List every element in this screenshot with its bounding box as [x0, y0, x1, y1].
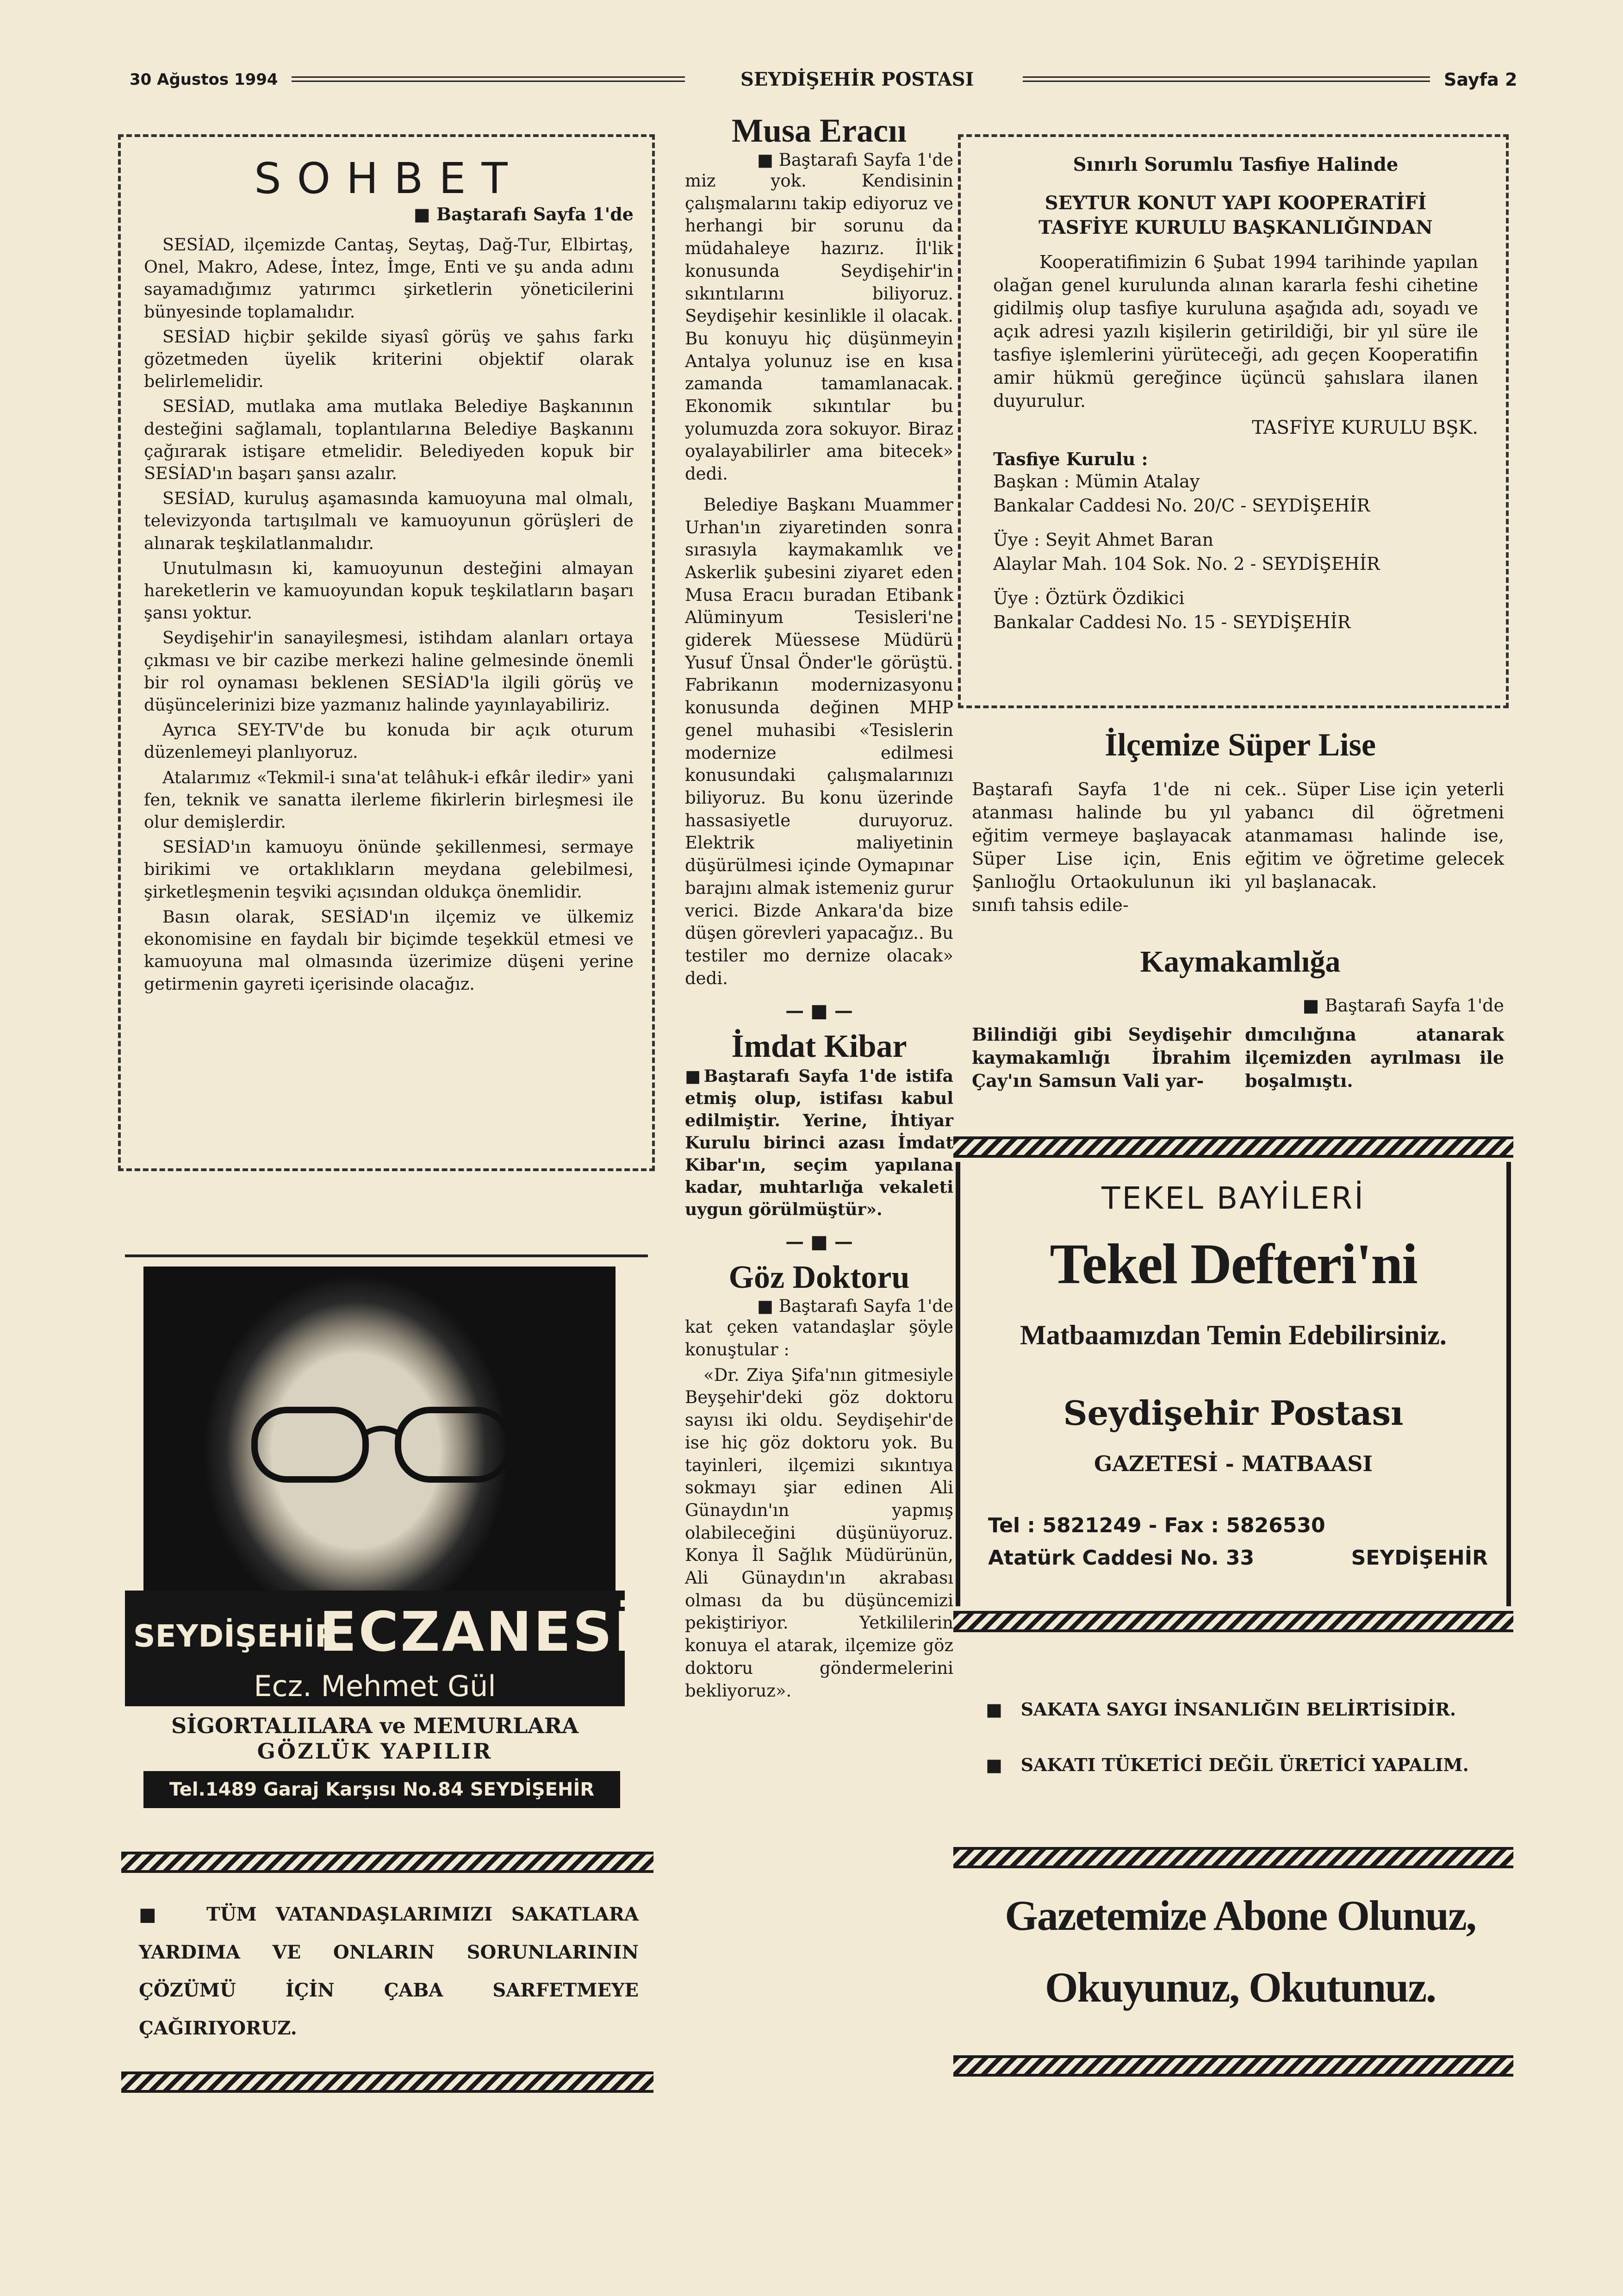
tekel-address: Atatürk Caddesi No. 33: [988, 1546, 1255, 1570]
tasfiye-top: Sınırlı Sorumlu Tasfiye Halinde: [1073, 154, 1399, 175]
kaymakam-continued: [1245, 995, 1504, 1016]
musa-title: Musa Eracıı: [732, 112, 907, 149]
sohbet-paragraph: SESİAD, ilçemizde Cantaş, Seytaş, Dağ-Tur, Elbirtaş, Onel, Makro, Adese, İntez, İmge, Enti ve şu anda adını sayamadığımız yatırımcı şirketlerin yöneticilerini bünyesinde toplamalıdır.: [144, 235, 634, 322]
sohbet-body: [144, 234, 634, 995]
imdat-body: [685, 1065, 953, 1221]
goz-title: Göz Doktoru: [728, 1260, 910, 1296]
eczane-contact: Tel.1489 Garaj Karşısı No.84 SEYDİŞEHİR: [143, 1771, 620, 1808]
sohbet-paragraph: SESİAD, kuruluş aşamasında kamuoyuna mal olmalı, televizyonda tartışılmalı ve kamuoyunun görüşleri de alınarak teşkilatlanmalıdır.: [144, 488, 634, 553]
sohbet-title: SOHBET: [254, 154, 523, 203]
gozluk-label: gözlük: [501, 1549, 611, 1583]
sohbet-paragraph: SESİAD, mutlaka ama mutlaka Belediye Başkanının desteğini sağlamalı, toplantılarına Belediye Başkanını çağırarak istişare etmelidir. Belediyeden kopuk bir SESİAD'ın başarı şansı azalır.: [144, 396, 634, 484]
tasfiye-member: Bankalar Caddesi No. 15 - SEYDİŞEHİR: [993, 612, 1351, 632]
sohbet-paragraph: SESİAD hiçbir şekilde siyasî görüş ve şahıs farkı gözetmeden üyelik kriterini objektif olarak belirlemelidir.: [144, 326, 634, 392]
goz-body: [685, 1316, 953, 1702]
superlise-title: İlçemize Süper Lise: [1105, 727, 1376, 763]
bullet-icon: ■: [986, 1754, 1021, 1775]
middle-column: [685, 111, 953, 1705]
bullet-icon: ■: [757, 1296, 779, 1316]
fenni-label: fenni: [525, 1512, 611, 1546]
sohbet-continued: [144, 204, 634, 225]
separator: — ■ —: [785, 1231, 853, 1253]
bullet-icon: ■: [757, 150, 779, 170]
bullet-icon: ■: [685, 1067, 704, 1086]
separator: — ■ —: [785, 1000, 853, 1022]
eczane-line2: GÖZLÜK YAPILIR: [257, 1739, 493, 1764]
tekel-line5: GAZETESİ - MATBAASI: [1094, 1451, 1373, 1476]
eczane-name-big: ECZANESİ: [319, 1600, 636, 1664]
eczane-advertisement: [125, 1254, 648, 1841]
header-rule-left: [292, 76, 685, 82]
tasfiye-kurul-label: Tasfiye Kurulu :: [993, 449, 1148, 469]
imdat-title: İmdat Kibar: [731, 1029, 907, 1065]
divider-wavy: [953, 1611, 1513, 1632]
tasfiye-title2: TASFİYE KURULU BAŞKANLIĞINDAN: [1038, 217, 1433, 238]
header-rule-right: [1023, 76, 1430, 82]
musa-body: [685, 170, 953, 990]
bullet-icon: ■: [1302, 995, 1325, 1016]
kaymakam-continued-text: Baştarafı Sayfa 1'de: [1325, 995, 1504, 1016]
tekel-line3: Matbaamızdan Temin Edebilirsiniz.: [1020, 1320, 1447, 1350]
tekel-line2: Tekel Defteri'ni: [1050, 1232, 1417, 1296]
goz-paragraph: «Dr. Ziya Şifa'nın gitmesiyle Beyşehir'deki göz doktoru sayısı iki oldu. Seydişehir'de ise hiç göz doktoru yok. Bu tayinleri, ilçemizi sıkıntıya sokmayı şiar edinen Ali Günaydın'ın yapmış olabileceğini düşünüyoruz. Konya İl Sağlık Müdürünün, Ali Günaydın'ın akrabası olması da bu düşüncemizi pekiştiriyor. Yetkililerin konuya el atarak, ilçemize göz doktoru göndermelerini bekliyoruz».: [685, 1365, 953, 1701]
superlise-col2: cek.. Süper Lise için yeterli yabancı dil öğretmeni atanmaması halinde ise, eğitim ve öğretime gelecek yıl başlanacak.: [1245, 779, 1504, 892]
sohbet-paragraph: Unutulmasın ki, kamuoyunun desteğini almayan hareketlerin ve kamuoyundan kopuk teşkilatların başarı şansı yoktur.: [144, 558, 634, 623]
glasses-icon: [245, 1391, 523, 1484]
musa-paragraph: miz yok. Kendisinin çalışmalarını takip ediyoruz ve herhangi bir sorunu da müdahaleye hazırız. İl'lik konusunda Seydişehir'in sıkıntılarını biliyoruz. Seydişehir kesinlikle il olacak. Bu konuyu hiç düşünmeyin Antalya yolunuz ise en kısa zamanda tamamlanacak. Ekonomik sıkıntılar bu yolumuzda zora sokuyor. Biraz oyalayabilirler ama bitecek» dedi.: [685, 171, 953, 484]
sohbet-paragraph: Atalarımız «Tekmil-i sına'at telâhuk-i efkâr iledir» yani fen, teknik ve sanatta ilerleme fikirlerin birleşmesi ile olur demişlerdir.: [144, 767, 634, 832]
paper-name: SEYDİŞEHİR POSTASI: [740, 69, 974, 90]
kaymakam-col2: dımcılığına atanarak ilçemizden ayrılması ile boşalmıştı.: [1245, 1024, 1504, 1091]
appeal-left: [139, 1896, 639, 2047]
divider-wavy: [953, 1136, 1513, 1158]
abone-line1: Gazetemize Abone Olunuz,: [1005, 1892, 1476, 1939]
bullet-icon: ■: [413, 204, 430, 225]
sohbet-paragraph: SESİAD'ın kamuoyu önünde şekillenmesi, sermaye birikimi ve ortaklıkların meydana gelebilmesi, şirketleşmenin teşviki açısından oldukça önemlidir.: [144, 837, 634, 902]
musa-continued-text: Baştarafı Sayfa 1'de: [778, 150, 953, 170]
divider-wavy: [121, 1852, 653, 1873]
slogan-text: SAKATA SAYGI İNSANLIĞIN BELİRTİSİDİR.: [1020, 1699, 1456, 1720]
tasfiye-member: Alaylar Mah. 104 Sok. No. 2 - SEYDİŞEHİR: [993, 554, 1380, 574]
tekel-line1: TEKEL BAYİLERİ: [1101, 1180, 1365, 1216]
musa-continued: [685, 150, 953, 170]
bullet-icon: ■: [139, 1903, 206, 1925]
kaymakam-col1: Bilindiği gibi Seydişehir kaymakamlığı İbrahim Çay'ın Samsun Vali yar-: [972, 1024, 1231, 1091]
superlise-col1: Baştarafı Sayfa 1'de ni atanması halinde bu yıl eğitim vermeye başlayacak Süper Lise için, Enis Şanlıoğlu Ortaokulunun iki sınıfı tahsis edile-: [972, 779, 1231, 915]
eczane-name-small: SEYDİŞEHİR: [133, 1618, 338, 1654]
tasfiye-member: Üye : Öztürk Özdikici: [993, 588, 1185, 608]
goz-continued-text: Baştarafı Sayfa 1'de: [778, 1296, 953, 1316]
musa-paragraph: Belediye Başkanı Muammer Urhan'ın ziyaretinden sonra sırasıyla kaymakamlık ve Askerlik şubesini ziyaret eden Musa Eracıı buradan Etibank Alüminyum Tesisleri'ne giderek Müessese Müdürü Yusuf Ünsal Önder'le görüştü. Fabrikanın modernizasyonu konusunda değinen MHP genel muhasibi «Tesislerin modernize edilmesi konusundaki çalışmalarınızı biliyoruz. Bu konu üzerinde hassasiyetle duruyoruz. Elektrik maliyetinin düşürülmesi içinde Oymapınar barajını almak istemeniz gurur verici. Bizde Ankara'da bize düşen görevleri yapacağız.. Bu testiler mo dernize olacak» dedi.: [685, 494, 953, 988]
imdat-text: Baştarafı Sayfa 1'de istifa etmiş olup, istifası kabul edilmiştir. Yerine, İhtiyar Kurulu birinci azası İmdat Kibar'ın, seçim yapılana kadar, muhtarlığa vekaleti uygun görülmüştür».: [685, 1067, 953, 1220]
divider-wavy: [953, 1847, 1513, 1868]
divider-wavy: [953, 2055, 1513, 2077]
tasfiye-member: Üye : Seyit Ahmet Baran: [993, 530, 1214, 550]
issue-date: 30 Ağustos 1994: [130, 70, 278, 89]
appeal-left-text: TÜM VATANDAŞLARIMIZI SAKATLARA YARDIMA VE ONLARIN SORUNLARININ ÇÖZÜMÜ İÇİN ÇABA SARFETMEYE ÇAĞIRIYORUZ.: [139, 1903, 639, 2039]
sohbet-box: [118, 134, 655, 1171]
tekel-line4: Seydişehir Postası: [1063, 1393, 1404, 1433]
divider-wavy: [121, 2071, 653, 2093]
tasfiye-title1: SEYTUR KONUT YAPI KOOPERATİFİ: [1045, 192, 1427, 214]
goz-continued: [685, 1296, 953, 1316]
abone-line2: Okuyunuz, Okutunuz.: [1045, 1964, 1436, 2011]
tasfiye-sign: TASFİYE KURULU BŞK.: [1252, 417, 1478, 438]
slogan: [986, 1699, 1504, 1720]
sohbet-paragraph: Basın olarak, SESİAD'ın ilçemiz ve ülkemiz ekonomisine en faydalı bir biçimde teşekkül etmesi ve kamuoyuna mal olmasında üzerimize düşeni yerine getirmenin gayreti içerisinde olacağız.: [144, 906, 634, 994]
slogan-text: SAKATI TÜKETİCİ DEĞİL ÜRETİCİ YAPALIM.: [1020, 1754, 1469, 1775]
pharmacist-name: Ecz. Mehmet Gül: [254, 1669, 496, 1703]
sohbet-paragraph: Seydişehir'in sanayileşmesi, istihdam alanları ortaya çıkması ve bir cazibe merkezi haline gelmesinde önemli bir rol oynaması beklenen SESİAD'la ilgili görüş ve düşüncelerinizi bize yazmanız halinde yayınlayabiliriz.: [144, 628, 634, 715]
tekel-advertisement: [956, 1162, 1511, 1606]
tekel-city: SEYDİŞEHİR: [1351, 1546, 1488, 1570]
eczane-line1: SİGORTALILARA ve MEMURLARA: [171, 1713, 578, 1738]
kaymakam-title: Kaymakamlığa: [1140, 945, 1341, 979]
page-number: Sayfa 2: [1444, 69, 1517, 90]
sohbet-paragraph: Ayrıca SEY-TV'de bu konuda bir açık oturum düzenlemeyi planlıyoruz.: [144, 720, 634, 762]
tasfiye-notice: [958, 134, 1509, 708]
tasfiye-body: Kooperatifimizin 6 Şubat 1994 tarihinde yapılan olağan genel kurulunda alınan kararla feshi cihetine gidilmiş olup tasfiye kuruluna aşağıda adı, soyadı ve açık adresi yazılı kişilerin getirildiği, bir yıl süre ile tasfiye işlemlerini yürüteceği, adı geçen Kooperatifin amir hükmü gereğince üçüncü şahıslara ilanen duyurulur.: [993, 252, 1478, 411]
bullet-icon: ■: [986, 1699, 1021, 1720]
tasfiye-member: Bankalar Caddesi No. 20/C - SEYDİŞEHİR: [993, 495, 1370, 516]
slogan: [986, 1754, 1504, 1775]
sohbet-continued-text: Baştarafı Sayfa 1'de: [436, 204, 634, 225]
tasfiye-member: Başkan : Mümin Atalay: [993, 471, 1200, 492]
tekel-tel: Tel : 5821249 - Fax : 5826530: [988, 1514, 1325, 1537]
goz-paragraph: kat çeken vatandaşlar şöyle konuştular :: [685, 1317, 953, 1360]
